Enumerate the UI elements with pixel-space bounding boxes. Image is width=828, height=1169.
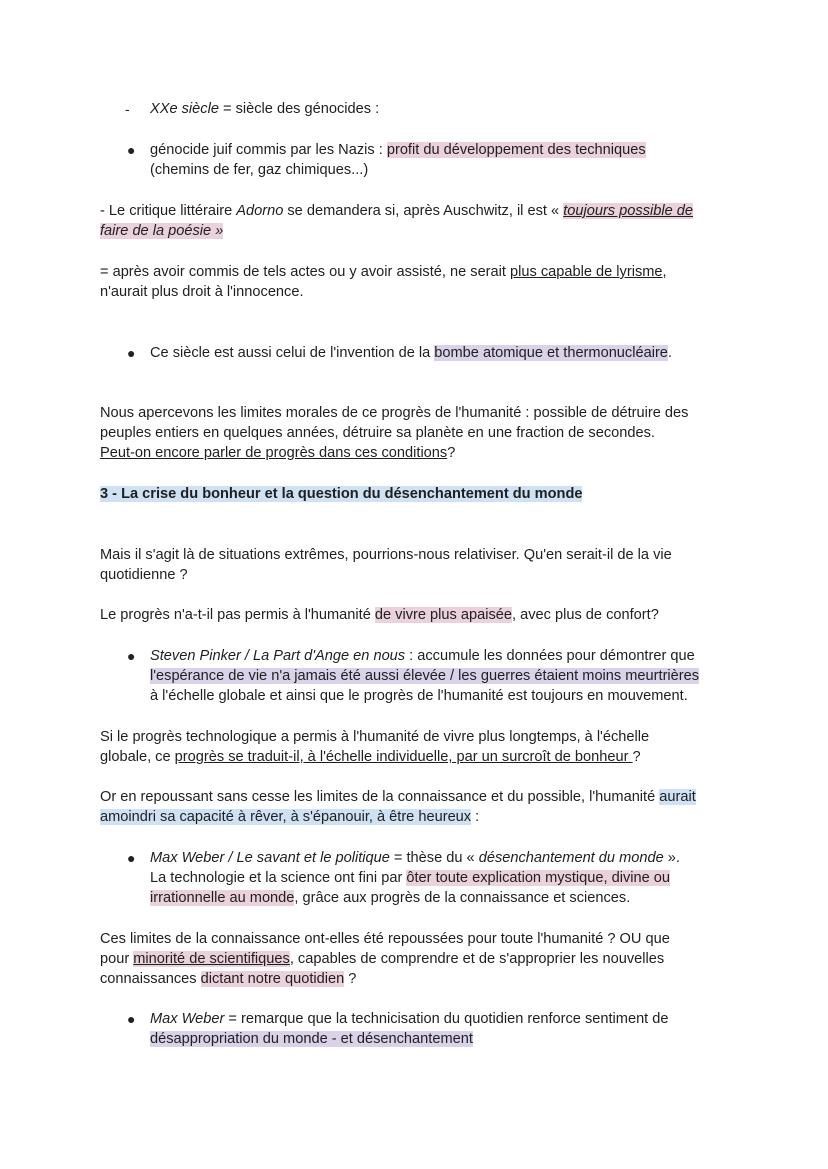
bullet-icon: ● bbox=[127, 850, 136, 866]
bullet-bombe: Ce siècle est aussi celui de l'invention de la bombe atomique et thermonucléaire. bbox=[150, 345, 672, 361]
paragraph-repoussant-limites: Or en repoussant sans cesse les limites de la connaissance et du possible, l'humanité aurait amoindri sa capacité à rêver, à s'épanouir, à être heureux : bbox=[100, 789, 696, 825]
paragraph-limites-morales: Nous apercevons les limites morales de ce progrès de l'humanité : possible de détruire des peuples entiers en quelques années, détruire sa planète en une fraction de secondes. Peut-on encore parler de progrès dans ces conditions? bbox=[100, 405, 689, 461]
bullet-icon: ● bbox=[127, 142, 136, 158]
paragraph-adorno: - Le critique littéraire Adorno se demandera si, après Auschwitz, il est « toujours possible de faire de la poésie » bbox=[100, 203, 693, 239]
section-heading: 3 - La crise du bonheur et la question du désenchantement du monde bbox=[100, 486, 583, 502]
bullet-genocide: génocide juif commis par les Nazis : profit du développement des techniques (chemins de fer, gaz chimiques...) bbox=[150, 142, 646, 178]
bullet-weber-savant: Max Weber / Le savant et le politique = thèse du « désenchantement du monde ». La technologie et la science ont fini par ôter toute explication mystique, divine ou irrationnelle au monde, grâce aux progrès de la connaissance et sciences. bbox=[150, 850, 680, 906]
bullet-weber-technicisation: Max Weber = remarque que la technicisation du quotidien renforce sentiment de désappropriation du monde - et désenchantement bbox=[150, 1011, 669, 1047]
paragraph-progres-confort: Le progrès n'a-t-il pas permis à l'humanité de vivre plus apaisée, avec plus de confort? bbox=[100, 607, 659, 623]
paragraph-minorite-scientifiques: Ces limites de la connaissance ont-elles été repoussées pour toute l'humanité ? OU que pour minorité de scientifiques, capables de comprendre et de s'approprier les nouvelles connaissances dictant notre quotidien ? bbox=[100, 931, 670, 987]
bullet-pinker: Steven Pinker / La Part d'Ange en nous : accumule les données pour démontrer que l'espérance de vie n'a jamais été aussi élevée / les guerres étaient moins meurtrières à l'échelle globale et ainsi que le progrès de l'humanité est toujours en mouvement. bbox=[150, 648, 700, 704]
paragraph-surcroit-bonheur: Si le progrès technologique a permis à l'humanité de vivre plus longtemps, à l'échelle globale, ce progrès se traduit-il, à l'échelle individuelle, par un surcroît de bonheur ? bbox=[100, 729, 650, 765]
paragraph-lyrisme: = après avoir commis de tels actes ou y avoir assisté, ne serait plus capable de lyrisme, n'aurait plus droit à l'innocence. bbox=[100, 264, 667, 300]
paragraph-situations-extremes: Mais il s'agit là de situations extrêmes, pourrions-nous relativiser. Qu'en serait-il de la vie quotidienne ? bbox=[100, 547, 672, 583]
bullet-icon: ● bbox=[127, 648, 136, 664]
bullet-icon: ● bbox=[127, 1011, 136, 1027]
dash-marker: - bbox=[125, 101, 130, 117]
paragraph-xxe-siecle: XXe siècle = siècle des génocides : bbox=[150, 101, 380, 117]
bullet-icon: ● bbox=[127, 345, 136, 361]
